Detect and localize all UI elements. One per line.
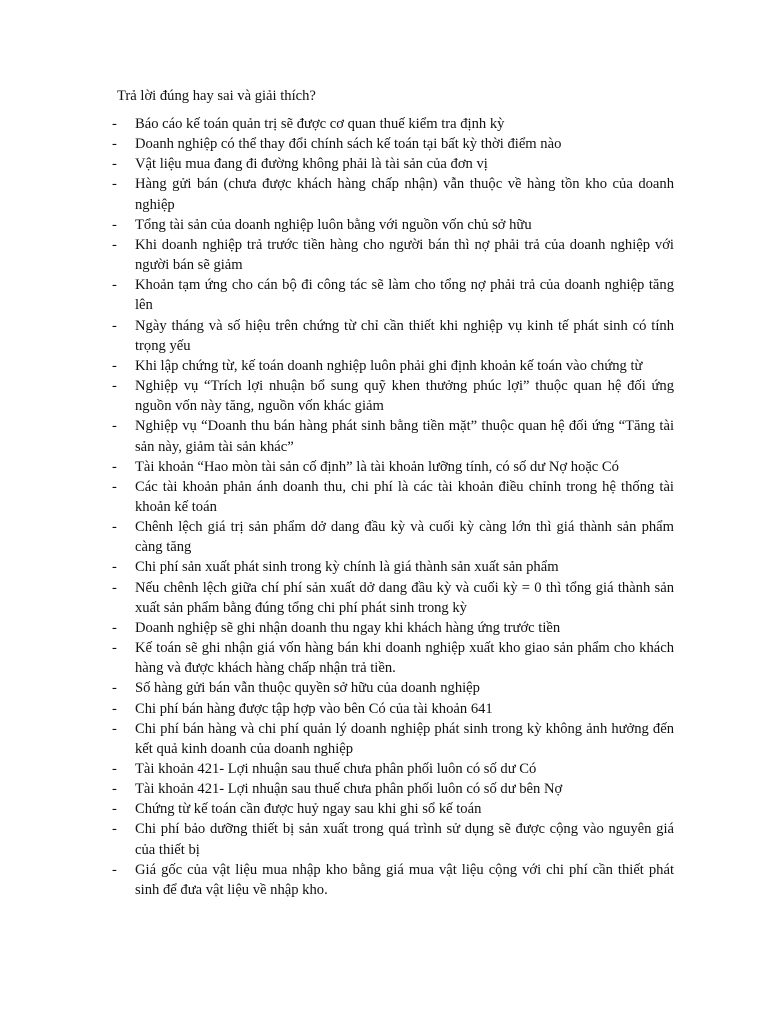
bullet-dash: - bbox=[112, 116, 117, 132]
list-item bbox=[112, 275, 674, 315]
list-item bbox=[112, 779, 674, 799]
list-item-text: Khi lập chứng từ, kế toán doanh nghiệp luôn phải ghi định khoản kế toán vào chứng từ bbox=[135, 357, 643, 374]
list-item-text: Chi phí sản xuất phát sinh trong kỳ chính là giá thành sản xuất sản phẩm bbox=[135, 559, 559, 576]
bullet-dash: - bbox=[112, 156, 117, 173]
list-item-text: Tài khoản “Hao mòn tài sản cố định” là tài khoản lưỡng tính, có số dư Nợ hoặc Có bbox=[135, 458, 619, 475]
bullet-dash: - bbox=[112, 821, 117, 838]
list-item bbox=[112, 114, 674, 134]
list-item-text: Chi phí bảo dưỡng thiết bị sản xuất trong quá trình sử dụng sẽ được cộng vào nguyên giá của thiết bị bbox=[135, 821, 674, 858]
list-item bbox=[112, 719, 674, 759]
bullet-dash: - bbox=[112, 861, 117, 878]
bullet-dash: - bbox=[112, 176, 117, 193]
bullet-dash: - bbox=[112, 680, 117, 697]
bullet-dash: - bbox=[112, 378, 117, 395]
bullet-dash: - bbox=[112, 277, 117, 294]
bullet-dash: - bbox=[112, 801, 117, 818]
question-list bbox=[112, 114, 674, 900]
list-item-text: Doanh nghiệp có thể thay đổi chính sách kế toán tại bất kỳ thời điểm nào bbox=[135, 136, 562, 153]
bullet-dash: - bbox=[112, 700, 117, 717]
list-item-text: Khoản tạm ứng cho cán bộ đi công tác sẽ làm cho tổng nợ phải trả của doanh nghiệp tăng lên bbox=[135, 277, 674, 314]
list-item-text: Chi phí bán hàng được tập hợp vào bên Có của tài khoản 641 bbox=[135, 700, 493, 717]
bullet-dash: - bbox=[112, 478, 117, 495]
bullet-dash: - bbox=[112, 781, 117, 798]
list-item-text: Doanh nghiệp sẽ ghi nhận doanh thu ngay khi khách hàng ứng trước tiền bbox=[135, 619, 561, 636]
list-item bbox=[112, 618, 674, 638]
list-item-text: Số hàng gửi bán vẫn thuộc quyền sở hữu của doanh nghiệp bbox=[135, 680, 480, 697]
list-item-text: Nếu chênh lệch giữa chí phí sản xuất dở dang đầu kỳ và cuối kỳ = 0 thì tổng giá thành sản xuất sản phẩm bằng đúng tổng chi phí phát sinh trong kỳ bbox=[135, 579, 674, 616]
list-item-text: Tài khoản 421- Lợi nhuận sau thuế chưa phân phối luôn có số dư bên Nợ bbox=[135, 781, 563, 798]
list-item-text: Nghiệp vụ “Trích lợi nhuận bổ sung quỹ khen thưởng phúc lợi” thuộc quan hệ đối ứng nguồn vốn này tăng, nguồn vốn khác giảm bbox=[135, 378, 674, 415]
list-item-text: Chênh lệch giá trị sản phẩm dở dang đầu kỳ và cuối kỳ càng lớn thì giá thành sản phẩm càng tăng bbox=[135, 519, 674, 556]
bullet-dash: - bbox=[112, 357, 117, 374]
list-item bbox=[112, 638, 674, 678]
list-item bbox=[112, 215, 674, 235]
bullet-dash: - bbox=[112, 458, 117, 475]
list-item bbox=[112, 678, 674, 698]
list-item-text: Giá gốc của vật liệu mua nhập kho bằng giá mua vật liệu cộng với chi phí cần thiết phát sinh để đưa vật liệu về nhập kho. bbox=[135, 861, 674, 898]
bullet-dash: - bbox=[112, 236, 117, 253]
list-item-text: Khi doanh nghiệp trả trước tiền hàng cho người bán thì nợ phải trả của doanh nghiệp với người bán sẽ giảm bbox=[135, 236, 674, 274]
list-item bbox=[112, 759, 674, 779]
list-item-text: Các tài khoản phản ánh doanh thu, chi phí là các tài khoản điều chỉnh trong hệ thống tài khoản kế toán bbox=[135, 478, 674, 515]
list-item-text: Chi phí bán hàng và chi phí quản lý doanh nghiệp phát sinh trong kỳ không ảnh hưởng đến kết quả kinh doanh của doanh nghiệp bbox=[135, 720, 674, 757]
list-item-text: Hàng gửi bán (chưa được khách hàng chấp nhận) vẫn thuộc về hàng tồn kho của doanh nghiệp bbox=[135, 176, 674, 213]
list-item bbox=[112, 557, 674, 577]
list-item-text: Vật liệu mua đang đi đường không phải là tài sản của đơn vị bbox=[135, 156, 488, 173]
list-item-text: Chứng từ kế toán cần được huỷ ngay sau khi ghi sổ kế toán bbox=[135, 801, 482, 818]
list-item bbox=[112, 860, 674, 900]
bullet-dash: - bbox=[112, 136, 117, 153]
list-item bbox=[112, 699, 674, 719]
bullet-dash: - bbox=[112, 619, 117, 636]
bullet-dash: - bbox=[112, 216, 117, 233]
list-item bbox=[112, 235, 674, 275]
list-item bbox=[112, 819, 674, 859]
list-item-text: Ngày tháng và số hiệu trên chứng từ chỉ cần thiết khi nghiệp vụ kinh tế phát sinh có tính trọng yếu bbox=[135, 317, 674, 354]
list-item bbox=[112, 376, 674, 416]
bullet-dash: - bbox=[112, 579, 117, 596]
list-item-text: Kế toán sẽ ghi nhận giá vốn hàng bán khi doanh nghiệp xuất kho giao sản phẩm cho khách hàng và được khách hàng chấp nhận trả tiền. bbox=[135, 640, 674, 677]
bullet-dash: - bbox=[112, 559, 117, 576]
list-item-text: Báo cáo kế toán quản trị sẽ được cơ quan thuế kiểm tra định kỳ bbox=[135, 116, 505, 132]
document-title: Trả lời đúng hay sai và giải thích? bbox=[117, 88, 316, 104]
list-item bbox=[112, 316, 674, 356]
list-item bbox=[112, 356, 674, 376]
bullet-dash: - bbox=[112, 519, 117, 536]
bullet-dash: - bbox=[112, 418, 117, 435]
bullet-dash: - bbox=[112, 720, 117, 737]
bullet-dash: - bbox=[112, 761, 117, 777]
list-item bbox=[112, 477, 674, 517]
list-item bbox=[112, 517, 674, 557]
list-item-text: Nghiệp vụ “Doanh thu bán hàng phát sinh bằng tiền mặt” thuộc quan hệ đối ứng “Tăng tài sản này, giảm tài sản khác” bbox=[135, 418, 674, 455]
list-item bbox=[112, 457, 674, 477]
bullet-dash: - bbox=[112, 640, 117, 657]
list-item bbox=[112, 174, 674, 214]
bullet-dash: - bbox=[112, 317, 117, 334]
list-item bbox=[112, 154, 674, 174]
list-item bbox=[112, 799, 674, 819]
list-item bbox=[112, 578, 674, 618]
list-item-text: Tài khoản 421- Lợi nhuận sau thuế chưa phân phối luôn có số dư Có bbox=[135, 761, 537, 777]
list-item bbox=[112, 416, 674, 456]
list-item bbox=[112, 134, 674, 154]
list-item-text: Tổng tài sản của doanh nghiệp luôn bằng với nguồn vốn chủ sở hữu bbox=[135, 216, 532, 233]
